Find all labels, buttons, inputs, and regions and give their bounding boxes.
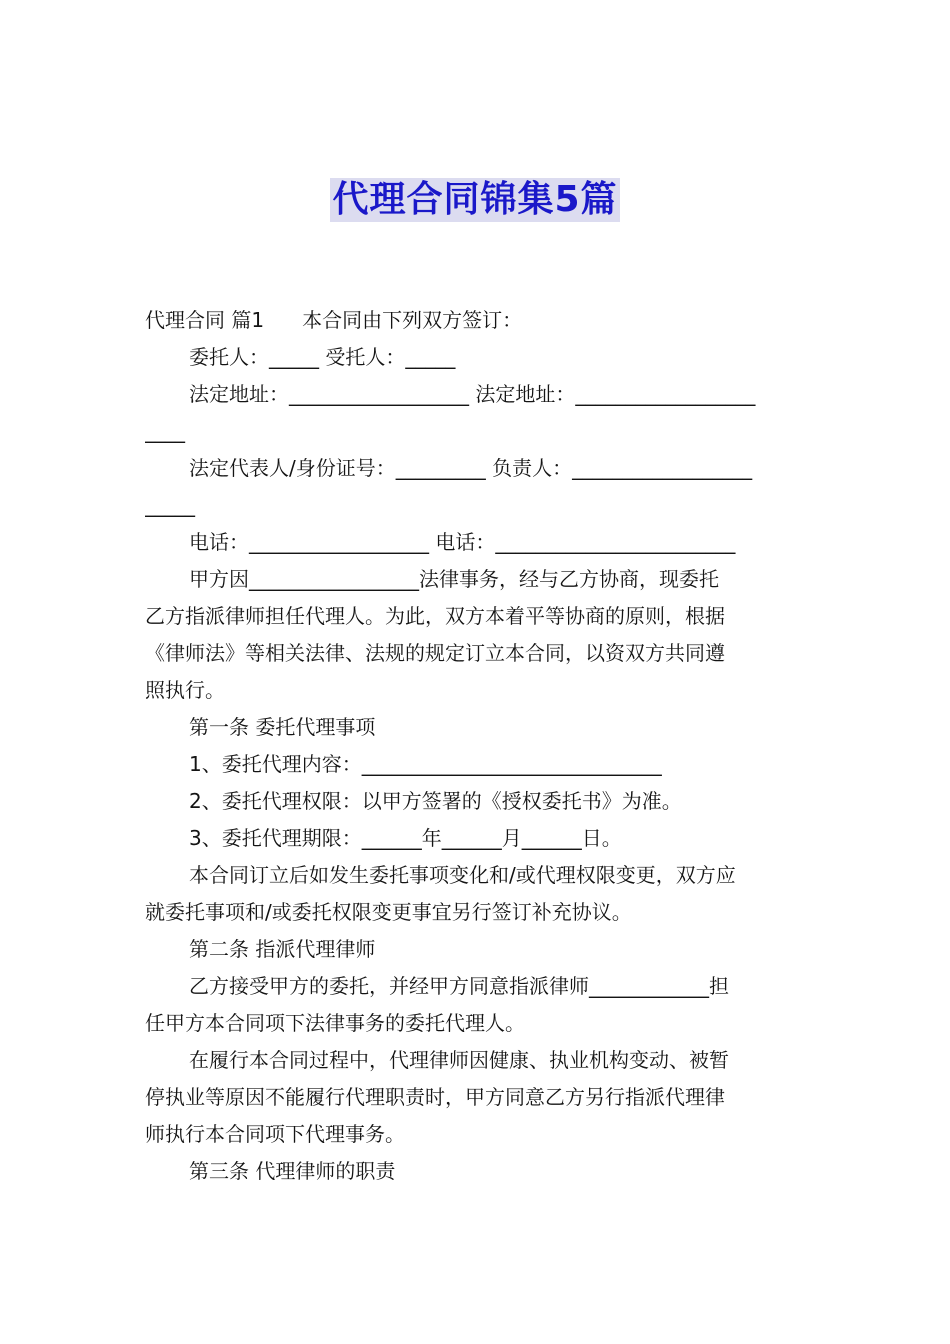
document-body [145, 302, 807, 1190]
text-line [145, 524, 807, 561]
text-line [145, 1079, 807, 1116]
text-line [145, 931, 807, 968]
line-text: 第二条 指派代理律师 [189, 937, 376, 961]
line-text: 1、委托代理内容：______________________________ [189, 752, 662, 776]
text-line [145, 413, 807, 450]
text-line [145, 376, 807, 413]
text-line [145, 672, 807, 709]
text-line [145, 820, 807, 857]
line-text: 任甲方本合同项下法律事务的委托代理人。 [145, 1011, 525, 1035]
line-text: 代理合同 篇1 [145, 308, 265, 332]
line-text: 在履行本合同过程中，代理律师因健康、执业机构变动、被暂 [189, 1048, 729, 1072]
line-text: 电话：__________________ 电话：________________________ [189, 530, 736, 554]
text-line [145, 857, 807, 894]
line-text: 2、委托代理权限：以甲方签署的《授权委托书》为准。 [189, 789, 682, 813]
line-text: 3、委托代理期限：______年______月______日。 [189, 826, 622, 850]
line-text: 就委托事项和/或委托权限变更事宜另行签订补充协议。 [145, 900, 632, 924]
text-line [145, 746, 807, 783]
line-text: 委托人：_____ 受托人：_____ [189, 345, 456, 369]
line-text: ____ [145, 419, 185, 443]
line-suffix-text: 本合同由下列双方签订： [302, 308, 523, 332]
line-text: 照执行。 [145, 678, 225, 702]
line-text: 甲方因_________________法律事务，经与乙方协商，现委托 [189, 567, 719, 591]
text-line [145, 598, 807, 635]
line-text: 法定地址：__________________ 法定地址：__________________ [189, 382, 756, 406]
text-line [145, 1005, 807, 1042]
text-line [145, 783, 807, 820]
text-line [145, 894, 807, 931]
line-text: 停执业等原因不能履行代理职责时，甲方同意乙方另行指派代理律 [145, 1085, 725, 1109]
line-text: 第三条 代理律师的职责 [189, 1159, 396, 1183]
line-text: _____ [145, 493, 195, 517]
text-line [145, 561, 807, 598]
text-line [145, 1116, 807, 1153]
line-text: 师执行本合同项下代理事务。 [145, 1122, 405, 1146]
document-title: 代理合同锦集5篇 [332, 179, 618, 220]
line-text: 第一条 委托代理事项 [189, 715, 376, 739]
line-text: 乙方接受甲方的委托，并经甲方同意指派律师____________担 [189, 974, 729, 998]
text-line [145, 968, 807, 1005]
text-line [145, 1042, 807, 1079]
line-text: 法定代表人/身份证号：_________ 负责人：__________________ [189, 456, 753, 480]
text-line [145, 339, 807, 376]
text-line [145, 302, 807, 339]
text-line [145, 450, 807, 487]
text-line [145, 709, 807, 746]
line-text: 乙方指派律师担任代理人。为此，双方本着平等协商的原则，根据 [145, 604, 725, 628]
line-text: 本合同订立后如发生委托事项变化和/或代理权限变更，双方应 [189, 863, 736, 887]
text-line [145, 487, 807, 524]
title-container [0, 178, 950, 222]
text-line [145, 1153, 807, 1190]
line-text: 《律师法》等相关法律、法规的规定订立本合同，以资双方共同遵 [145, 641, 725, 665]
text-line [145, 635, 807, 672]
